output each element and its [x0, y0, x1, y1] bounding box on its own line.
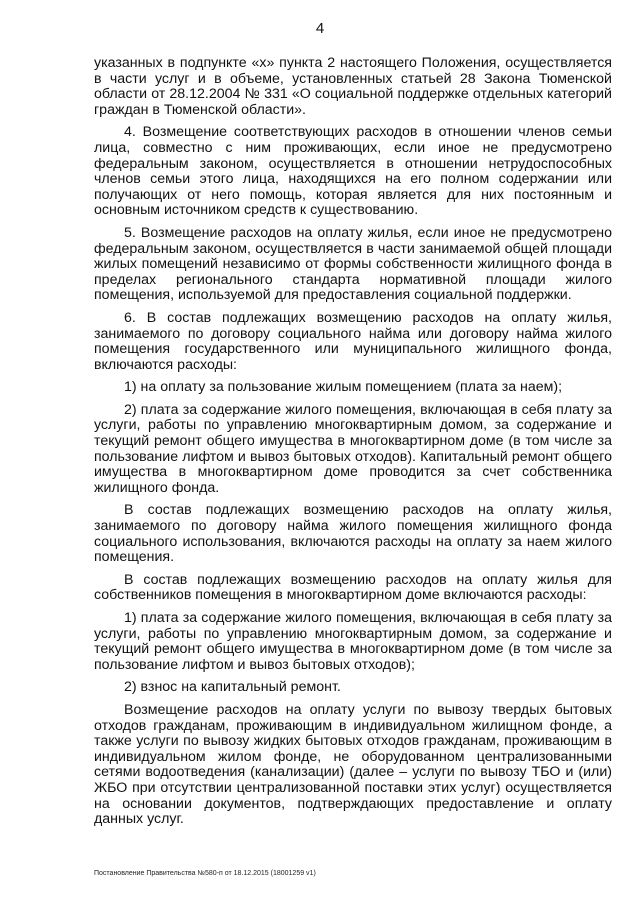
paragraph-subitem-1: 1) на оплату за пользование жилым помещением (плата за наем); [124, 379, 563, 396]
page-footer: Постановление Правительства №580-п от 18.12.2015 (18001259 v1) [94, 870, 316, 877]
page-number: 4 [315, 20, 325, 37]
paragraph-owners-subitem-2: 2) взнос на капитальный ремонт. [124, 679, 341, 696]
paragraph-owners-subitem-1: 1) плата за содержание жилого помещения, включающая в себя плату за услуги, работы по управлению многоквартирным домом, за содержание и текущий ремонт общего имущества в многоквартирном доме (в том числе за пользование лифтом и вывоз бытовых отходов); [94, 610, 612, 673]
paragraph-owners: В состав подлежащих возмещению расходов на оплату жилья для собственников помещения в многоквартирном доме включаются расходы: [94, 571, 612, 604]
paragraph-waste-removal: Возмещение расходов на оплату услуги по вывозу твердых бытовых отходов гражданам, проживающим в индивидуальном жилищном фонде, а также услуги по вывозу жидких бытовых отходов гражданам, проживающим в индивидуальном жилом фонде, не оборудованном централизованными сетями водоотведения (канализации) (далее – услуги по вывозу ТБО и (или) ЖБО при отсутствии централизованной поставки этих услуг) осуществляется на основании документов, подтверждающих предоставление и оплату данных услуг. [94, 701, 612, 828]
paragraph-item-6: 6. В состав подлежащих возмещению расходов на оплату жилья, занимаемого по договору социального найма или договору найма жилого помещения государственного или муниципального жилищного фонда, включаются расходы: [94, 309, 612, 373]
paragraph-subitem-2: 2) плата за содержание жилого помещения, включающая в себя плату за услуги, работы по управлению многоквартирным домом, за содержание и текущий ремонт общего имущества в многоквартирном доме (в том числе за пользование лифтом и вывоз бытовых отходов). Капитальный ремонт общего имущества в многоквартирном доме проводится за счет собственника жилищного фонда. [94, 401, 612, 496]
paragraph-item-4: 4. Возмещение соответствующих расходов в отношении членов семьи лица, совместно с ним проживающих, если иное не предусмотрено федеральным законом, осуществляется в отношении нетрудоспособных членов семьи этого лица, находящихся на его полном содержании или получающих от него помощь, которая является для них постоянным и основным источником средств к существованию. [94, 124, 612, 219]
paragraph-item-5: 5. Возмещение расходов на оплату жилья, если иное не предусмотрено федеральным законом, осуществляется в части занимаемой общей площади жилых помещений независимо от формы собственности жилищного фонда в пределах регионального стандарта нормативной площади жилого помещения, используемой для предоставления социальной поддержки. [94, 224, 612, 304]
paragraph-continuation: указанных в подпункте «х» пункта 2 настоящего Положения, осуществляется в части услуг и в объеме, установленных статьей 28 Закона Тюменской области от 28.12.2004 № 331 «О социальной поддержке отдельных категорий граждан в Тюменской области». [94, 55, 612, 118]
paragraph-social-use: В состав подлежащих возмещению расходов на оплату жилья, занимаемого по договору найма жилого помещения жилищного фонда социального использования, включаются расходы на оплату за наем жилого помещения. [94, 502, 612, 566]
document-body [94, 56, 612, 835]
